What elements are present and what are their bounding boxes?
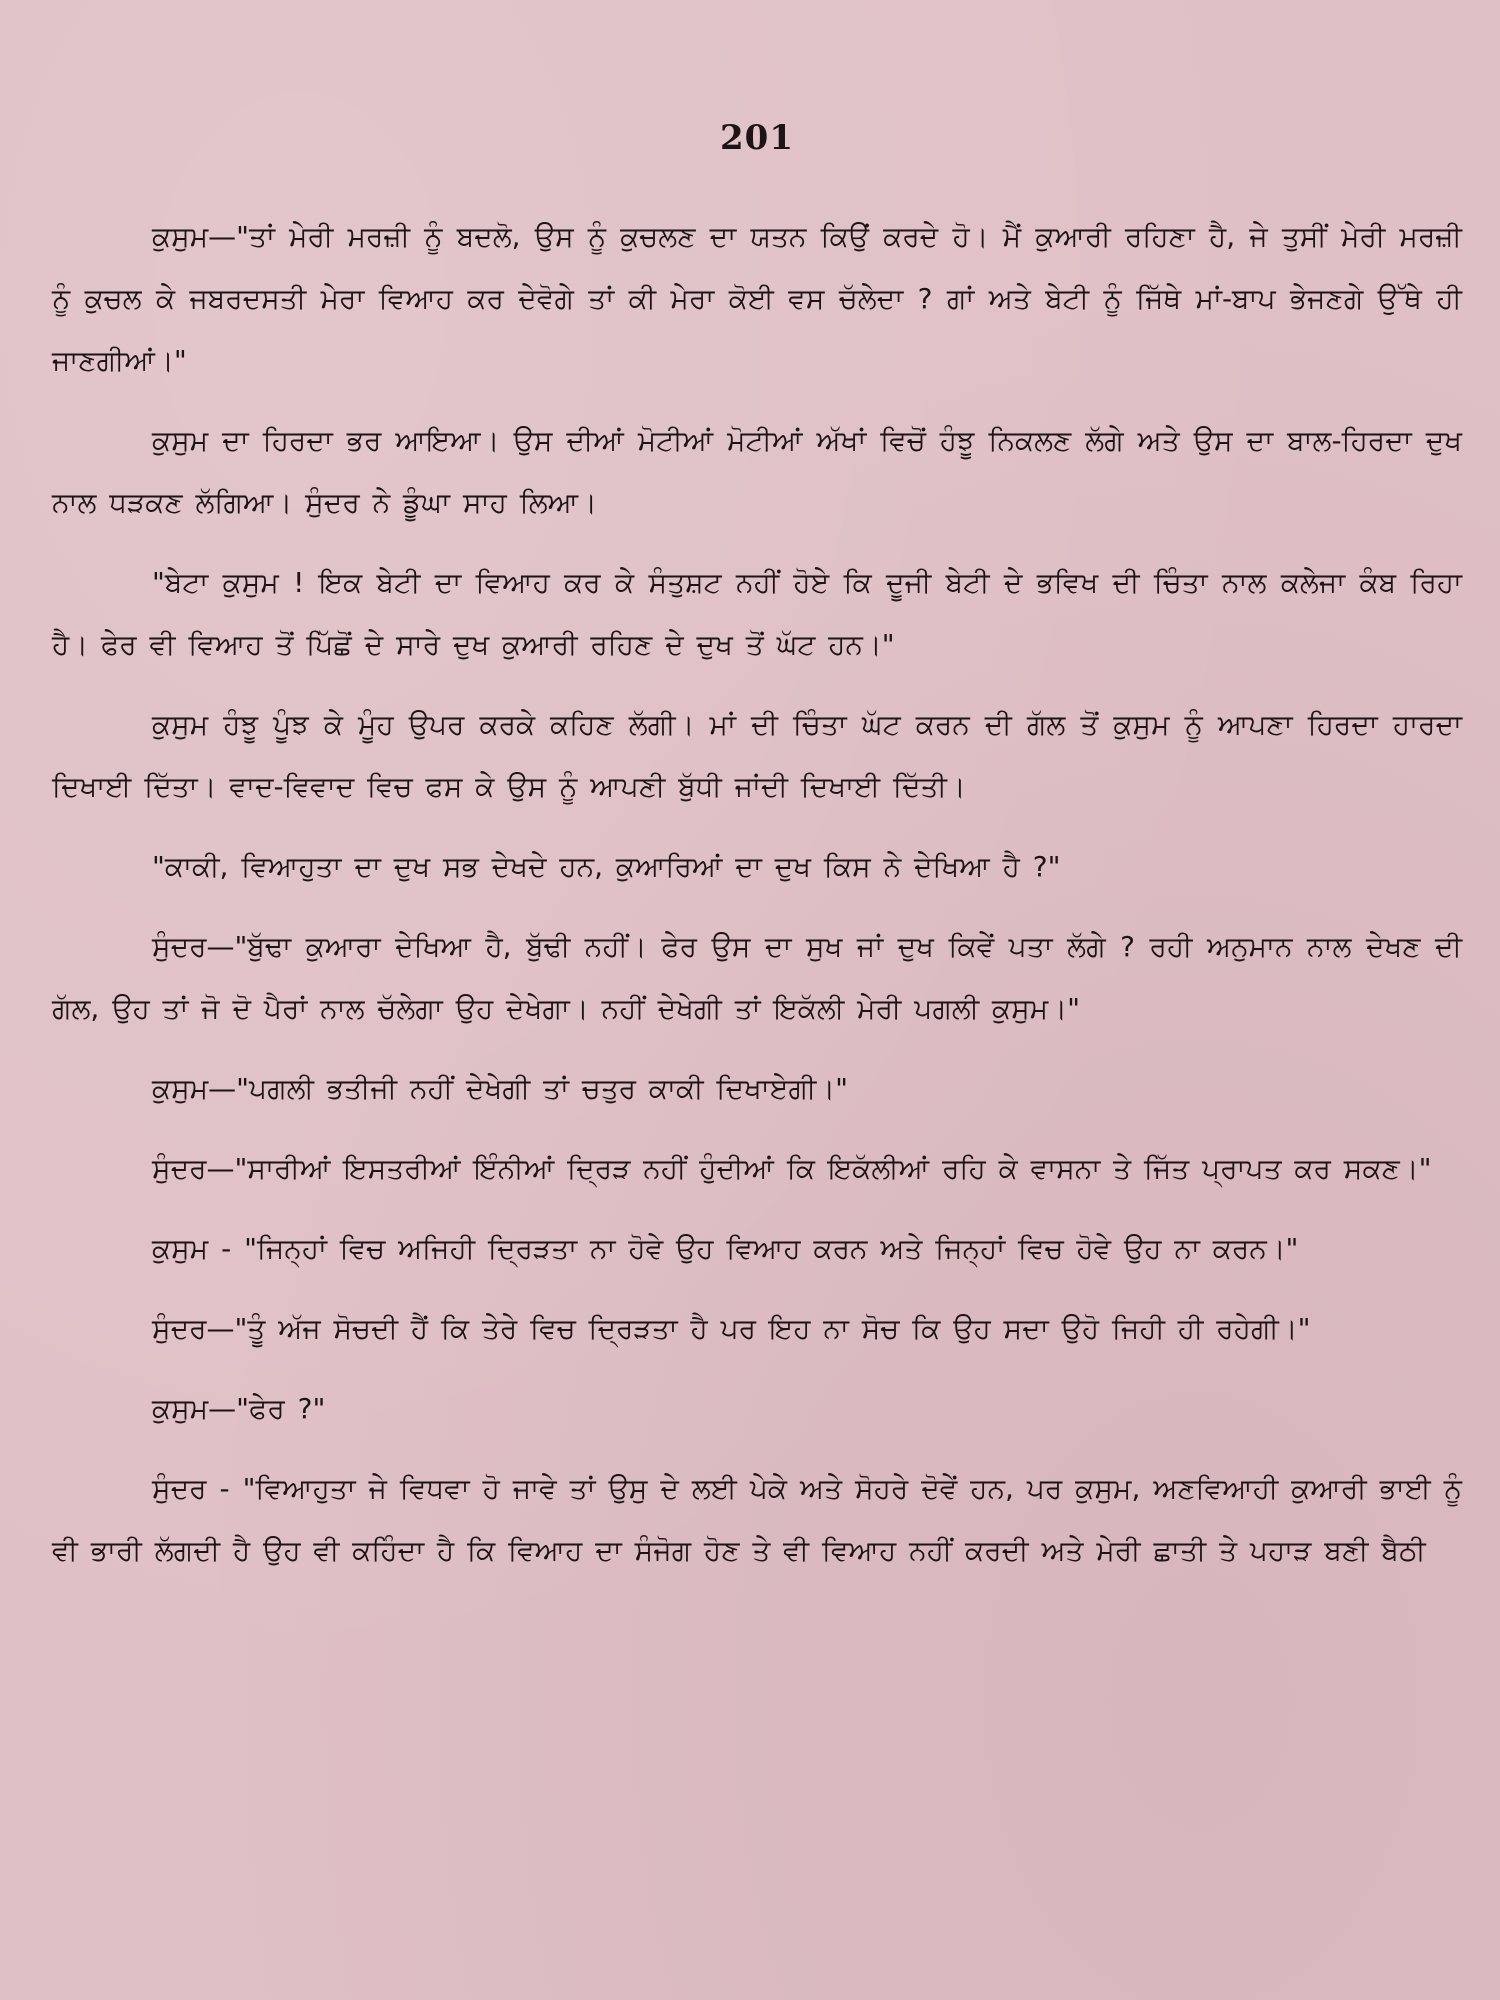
paragraph: ਕੁਸੁਮ—"ਤਾਂ ਮੇਰੀ ਮਰਜ਼ੀ ਨੂੰ ਬਦਲੋ, ਉਸ ਨੂੰ ਕੁਚਲਣ ਦਾ ਯਤਨ ਕਿਉਂ ਕਰਦੇ ਹੋ। ਮੈਂ ਕੁਆਰੀ ਰਹਿਣਾ ਹੈ, ਜੇ ਤੁਸੀਂ ਮੇਰੀ ਮਰਜ਼ੀ ਨੂੰ ਕੁਚਲ ਕੇ ਜਬਰਦਸਤੀ ਮੇਰਾ ਵਿਆਹ ਕਰ ਦੇਵੋਗੇ ਤਾਂ ਕੀ ਮੇਰਾ ਕੋਈ ਵਸ ਚੱਲੇਦਾ ? ਗਾਂ ਅਤੇ ਬੇਟੀ ਨੂੰ ਜਿੱਥੇ ਮਾਂ-ਬਾਪ ਭੇਜਣਗੇ ਉੱਥੇ ਹੀ ਜਾਣਗੀਆਂ।" — [52, 220, 1462, 377]
paragraph: ਸੁੰਦਰ—"ਸਾਰੀਆਂ ਇਸਤਰੀਆਂ ਇੰਨੀਆਂ ਦ੍ਰਿੜ ਨਹੀਂ ਹੁੰਦੀਆਂ ਕਿ ਇਕੱਲੀਆਂ ਰਹਿ ਕੇ ਵਾਸਨਾ ਤੇ ਜਿੱਤ ਪ੍ਰਾਪਤ ਕਰ ਸਕਣ।" — [152, 1152, 1432, 1185]
paragraph: ਸੁੰਦਰ—"ਤੂੰ ਅੱਜ ਸੋਚਦੀ ਹੈਂ ਕਿ ਤੇਰੇ ਵਿਚ ਦ੍ਰਿੜਤਾ ਹੈ ਪਰ ਇਹ ਨਾ ਸੋਚ ਕਿ ਉਹ ਸਦਾ ਉਹੋ ਜਿਹੀ ਹੀ ਰਹੇਗੀ।" — [152, 1312, 1311, 1345]
paragraph: ਸੁੰਦਰ - "ਵਿਆਹੁਤਾ ਜੇ ਵਿਧਵਾ ਹੋ ਜਾਵੇ ਤਾਂ ਉਸੁ ਦੇ ਲਈ ਪੇਕੇ ਅਤੇ ਸੋਹਰੇ ਦੋਵੇਂ ਹਨ, ਪਰ ਕੁਸੁਮ, ਅਣਵਿਆਹੀ ਕੁਆਰੀ ਭਾਈ ਨੂੰ ਵੀ ਭਾਰੀ ਲੱਗਦੀ ਹੈ ਉਹ ਵੀ ਕਹਿੰਦਾ ਹੈ ਕਿ ਵਿਆਹ ਦਾ ਸੰਜੋਗ ਹੋਣ ਤੇ ਵੀ ਵਿਆਹ ਨਹੀਂ ਕਰਦੀ ਅਤੇ ਮੇਰੀ ਛਾਤੀ ਤੇ ਪਹਾੜ ਬਣੀ ਬੈਠੀ — [52, 1472, 1462, 1567]
paragraph: ਕੁਸੁਮ ਹੰਝੂ ਪੂੰਝ ਕੇ ਮੂੰਹ ਉਪਰ ਕਰਕੇ ਕਹਿਣ ਲੱਗੀ। ਮਾਂ ਦੀ ਚਿੰਤਾ ਘੱਟ ਕਰਨ ਦੀ ਗੱਲ ਤੋਂ ਕੁਸੁਮ ਨੂੰ ਆਪਣਾ ਹਿਰਦਾ ਹਾਰਦਾ ਦਿਖਾਈ ਦਿੱਤਾ। ਵਾਦ-ਵਿਵਾਦ ਵਿਚ ਫਸ ਕੇ ਉਸ ਨੂੰ ਆਪਣੀ ਬੁੱਧੀ ਜਾਂਦੀ ਦਿਖਾਈ ਦਿੱਤੀ। — [52, 708, 1462, 803]
paragraph: ਕੁਸੁਮ ਦਾ ਹਿਰਦਾ ਭਰ ਆਇਆ। ਉਸ ਦੀਆਂ ਮੋਟੀਆਂ ਮੋਟੀਆਂ ਅੱਖਾਂ ਵਿਚੋਂ ਹੰਝੂ ਨਿਕਲਣ ਲੱਗੇ ਅਤੇ ਉਸ ਦਾ ਬਾਲ-ਹਿਰਦਾ ਦੁਖ ਨਾਲ ਧੜਕਣ ਲੱਗਿਆ। ਸੁੰਦਰ ਨੇ ਡੂੰਘਾ ਸਾਹ ਲਿਆ। — [52, 424, 1462, 519]
text-body — [52, 206, 1462, 1582]
paragraph: "ਕਾਕੀ, ਵਿਆਹੁਤਾ ਦਾ ਦੁਖ ਸਭ ਦੇਖਦੇ ਹਨ, ਕੁਆਰਿਆਂ ਦਾ ਦੁਖ ਕਿਸ ਨੇ ਦੇਖਿਆ ਹੈ ?" — [152, 850, 1061, 883]
paragraph: ਕੁਸੁਮ—"ਪਗਲੀ ਭਤੀਜੀ ਨਹੀਂ ਦੇਖੇਗੀ ਤਾਂ ਚਤੁਰ ਕਾਕੀ ਦਿਖਾਏਗੀ।" — [152, 1072, 849, 1105]
page-number: 201 — [720, 118, 794, 158]
paragraph: ਕੁਸੁਮ - "ਜਿਨ੍ਹਾਂ ਵਿਚ ਅਜਿਹੀ ਦ੍ਰਿੜਤਾ ਨਾ ਹੋਵੇ ਉਹ ਵਿਆਹ ਕਰਨ ਅਤੇ ਜਿਨ੍ਹਾਂ ਵਿਚ ਹੋਵੇ ਉਹ ਨਾ ਕਰਨ।" — [152, 1232, 1299, 1265]
paragraph: ਸੁੰਦਰ—"ਬੁੱਢਾ ਕੁਆਰਾ ਦੇਖਿਆ ਹੈ, ਬੁੱਢੀ ਨਹੀਂ। ਫੇਰ ਉਸ ਦਾ ਸੁਖ ਜਾਂ ਦੁਖ ਕਿਵੇਂ ਪਤਾ ਲੱਗੇ ? ਰਹੀ ਅਨੁਮਾਨ ਨਾਲ ਦੇਖਣ ਦੀ ਗੱਲ, ਉਹ ਤਾਂ ਜੋ ਦੋ ਪੈਰਾਂ ਨਾਲ ਚੱਲੇਗਾ ਉਹ ਦੇਖੇਗਾ। ਨਹੀਂ ਦੇਖੇਗੀ ਤਾਂ ਇਕੱਲੀ ਮੇਰੀ ਪਗਲੀ ਕੁਸੁਮ।" — [52, 930, 1462, 1025]
paragraph: ਕੁਸੁਮ—"ਫੇਰ ?" — [152, 1392, 326, 1425]
paragraph: "ਬੇਟਾ ਕੁਸੁਮ ! ਇਕ ਬੇਟੀ ਦਾ ਵਿਆਹ ਕਰ ਕੇ ਸੰਤੁਸ਼ਟ ਨਹੀਂ ਹੋਏ ਕਿ ਦੂਜੀ ਬੇਟੀ ਦੇ ਭਵਿਖ ਦੀ ਚਿੰਤਾ ਨਾਲ ਕਲੇਜਾ ਕੰਬ ਰਿਹਾ ਹੈ। ਫੇਰ ਵੀ ਵਿਆਹ ਤੋਂ ਪਿੱਛੋਂ ਦੇ ਸਾਰੇ ਦੁਖ ਕੁਆਰੀ ਰਹਿਣ ਦੇ ਦੁਖ ਤੋਂ ਘੱਟ ਹਨ।" — [52, 566, 1462, 661]
